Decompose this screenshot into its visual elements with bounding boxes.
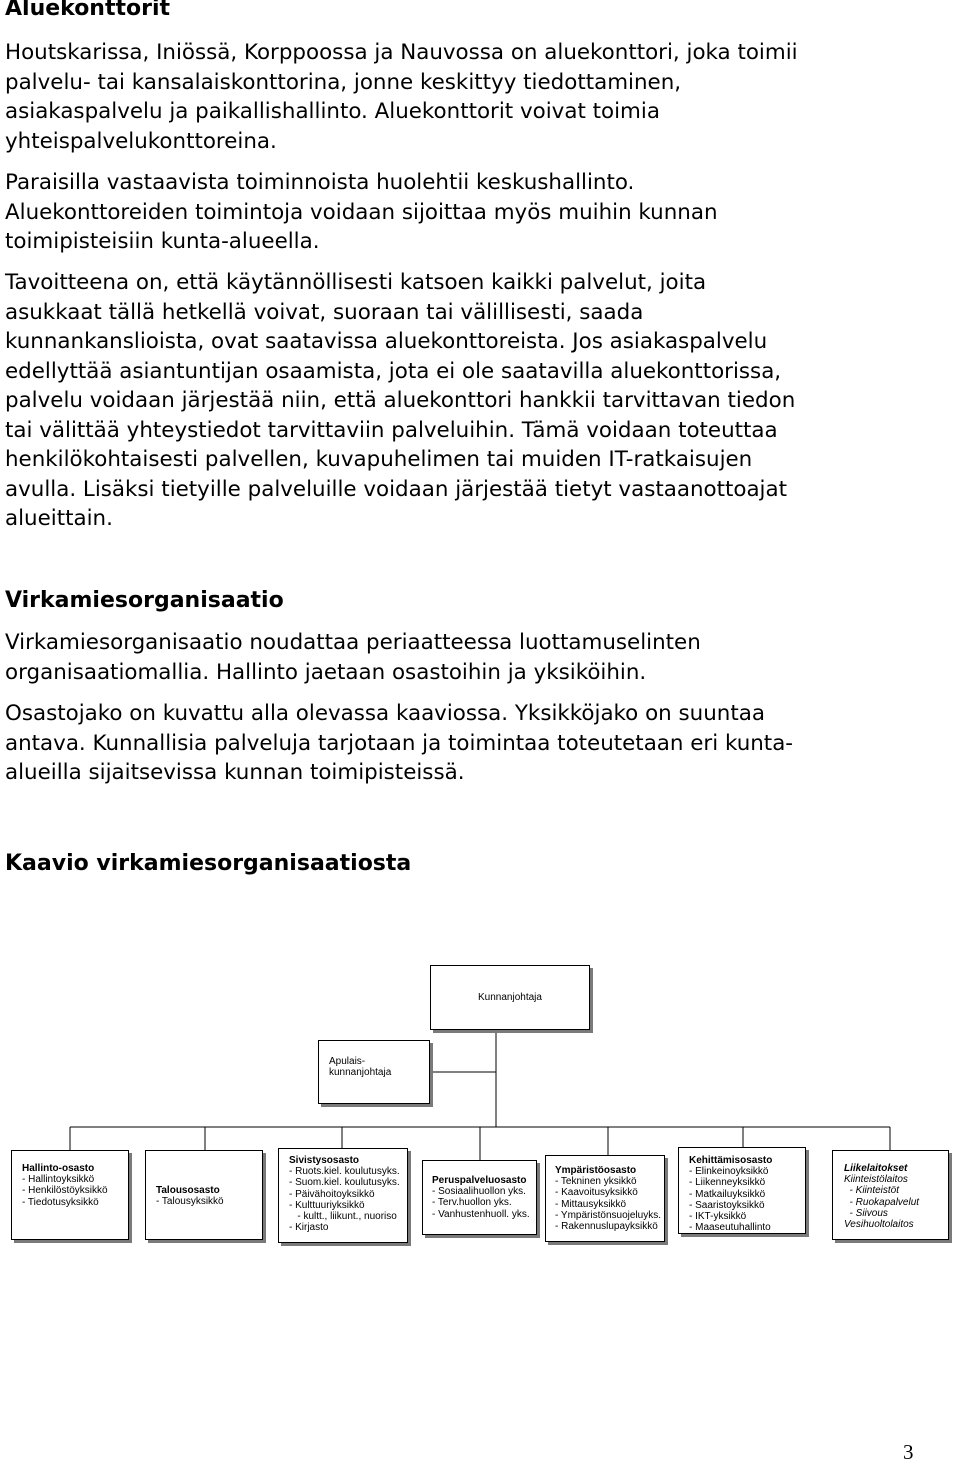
text-line: organisaatiomallia. Hallinto jaetaan osastoihin ja yksiköihin. bbox=[5, 659, 647, 685]
text-line: edellyttää asiantuntijan osaamista, jota ei ole saatavilla aluekonttorissa, bbox=[5, 358, 782, 384]
department-item: Kiinteistölaitos bbox=[844, 1174, 908, 1186]
text-line: asukkaat tällä hetkellä voivat, suoraan tai välillisesti, saada bbox=[5, 299, 644, 325]
box-hallinto-osasto bbox=[11, 1150, 129, 1240]
department-title: Peruspalveluosasto bbox=[432, 1175, 527, 1186]
box-liikelaitokset bbox=[832, 1150, 949, 1240]
department-item: - Kirjasto bbox=[289, 1222, 329, 1234]
text-line: Paraisilla vastaavista toiminnoista huolehtii keskushallinto. bbox=[5, 170, 635, 195]
department-item: - Kaavoitusyksikkö bbox=[555, 1187, 638, 1199]
box-apulaiskunnanjohtaja bbox=[318, 1040, 430, 1104]
box-talousosasto bbox=[145, 1150, 263, 1240]
box-ymparistoosasto bbox=[545, 1155, 665, 1242]
department-item: - Tiedotusyksikkö bbox=[22, 1196, 99, 1208]
department-item: - Sosiaalihuollon yks. bbox=[432, 1186, 526, 1198]
department-item: - Kiinteistöt bbox=[844, 1185, 900, 1197]
department-item: - kultt., liikunt., nuoriso bbox=[289, 1211, 397, 1223]
department-item: - Suom.kiel. koulutusyks. bbox=[289, 1177, 400, 1189]
text-line: tai välittää yhteystiedot tarvittaviin palveluihin. Tämä voidaan toteuttaa bbox=[5, 417, 778, 443]
text-line: Tavoitteena on, että käytännöllisesti katsoen kaikki palvelut, joita bbox=[5, 270, 707, 295]
department-item: - Terv.huollon yks. bbox=[432, 1197, 512, 1209]
department-item: - Rakennuslupayksikkö bbox=[555, 1221, 658, 1233]
department-item: - Kulttuuriyksikkö bbox=[289, 1199, 365, 1211]
box-peruspalveluosasto bbox=[422, 1160, 537, 1235]
department-item: - Ruokapalvelut bbox=[844, 1196, 920, 1208]
department-item: - Talousyksikkö bbox=[156, 1196, 224, 1208]
text-line: henkilökohtaisesti palvellen, kuvapuhelimen tai muiden IT-ratkaisujen bbox=[5, 447, 753, 472]
text-line: palvelu voidaan järjestää niin, että aluekonttori hankkii tarvittavan tiedon bbox=[5, 388, 796, 413]
department-item: - Saaristoyksikkö bbox=[689, 1199, 765, 1211]
department-item: - Siivous bbox=[844, 1207, 888, 1219]
department-title: Ympäristöosasto bbox=[555, 1165, 637, 1176]
box-kunnanjohtaja bbox=[430, 965, 590, 1030]
department-item: - Tekninen yksikkö bbox=[555, 1176, 637, 1188]
box-label: Apulais- bbox=[329, 1056, 366, 1067]
text-line: avulla. Lisäksi tietyille palveluille voidaan järjestää tietyt vastaanottoajat bbox=[5, 476, 787, 502]
department-item: - Päivähoitoyksikkö bbox=[289, 1188, 375, 1200]
text-line: Houtskarissa, Iniössä, Korppoossa ja Nauvossa on aluekonttori, joka toimii bbox=[5, 40, 798, 65]
department-item: Vesihuoltolaitos bbox=[844, 1219, 914, 1231]
text-line: Virkamiesorganisaatio noudattaa periaatteessa luottamuselinten bbox=[5, 630, 701, 655]
department-item: - Maaseutuhallinto bbox=[689, 1222, 771, 1234]
box-kehittamisosasto bbox=[678, 1147, 806, 1234]
box-sivistysosasto bbox=[278, 1148, 408, 1243]
department-item: - Ympäristönsuojeluyks. bbox=[555, 1209, 661, 1221]
box-label: Kunnanjohtaja bbox=[478, 992, 542, 1003]
department-item: - Vanhustenhuoll. yks. bbox=[432, 1208, 530, 1220]
text-line: alueittain. bbox=[5, 506, 113, 531]
heading-kaavio: Kaavio virkamiesorganisaatiosta bbox=[5, 851, 412, 876]
text-line: yhteispalvelukonttoreina. bbox=[5, 128, 277, 154]
text-line: Osastojako on kuvattu alla olevassa kaaviossa. Yksikköjako on suuntaa bbox=[5, 701, 765, 726]
text-line: asiakaspalvelu ja paikallishallinto. Aluekonttorit voivat toimia bbox=[5, 99, 660, 124]
heading-aluekonttorit: Aluekonttorit bbox=[5, 0, 171, 21]
page-number: 3 bbox=[903, 1440, 914, 1464]
department-title: Hallinto-osasto bbox=[22, 1163, 95, 1174]
department-item: - Henkilöstöyksikkö bbox=[22, 1185, 108, 1197]
department-item: - Hallintoyksikkö bbox=[22, 1174, 95, 1186]
department-title: Kehittämisosasto bbox=[689, 1155, 773, 1166]
department-item: - IKT-yksikkö bbox=[689, 1211, 747, 1223]
department-item: - Matkailuyksikkö bbox=[689, 1188, 766, 1200]
text-line: Aluekonttoreiden toimintoja voidaan sijoittaa myös muihin kunnan bbox=[5, 199, 718, 225]
text-line: antava. Kunnallisia palveluja tarjotaan ja toimintaa toteutetaan eri kunta- bbox=[5, 730, 794, 756]
department-item: - Elinkeinoyksikkö bbox=[689, 1166, 769, 1178]
department-item: - Liikenneyksikkö bbox=[689, 1177, 766, 1189]
text-line: kunnankanslioista, ovat saatavissa aluekonttoreista. Jos asiakaspalvelu bbox=[5, 329, 768, 354]
department-item: - Ruots.kiel. koulutusyks. bbox=[289, 1166, 400, 1178]
department-item: - Mittausyksikkö bbox=[555, 1198, 627, 1210]
box-label: kunnanjohtaja bbox=[329, 1067, 392, 1079]
text-line: alueilla sijaitsevissa kunnan toimipisteissä. bbox=[5, 760, 465, 785]
department-title: Talousosasto bbox=[156, 1185, 220, 1196]
text-line: toimipisteisiin kunta-alueella. bbox=[5, 229, 320, 254]
department-title: Sivistysosasto bbox=[289, 1155, 360, 1166]
text-line: palvelu- tai kansalaiskonttorina, jonne keskittyy tiedottaminen, bbox=[5, 69, 682, 95]
heading-virkamiesorganisaatio: Virkamiesorganisaatio bbox=[5, 588, 284, 613]
department-title: Liikelaitokset bbox=[844, 1163, 908, 1174]
